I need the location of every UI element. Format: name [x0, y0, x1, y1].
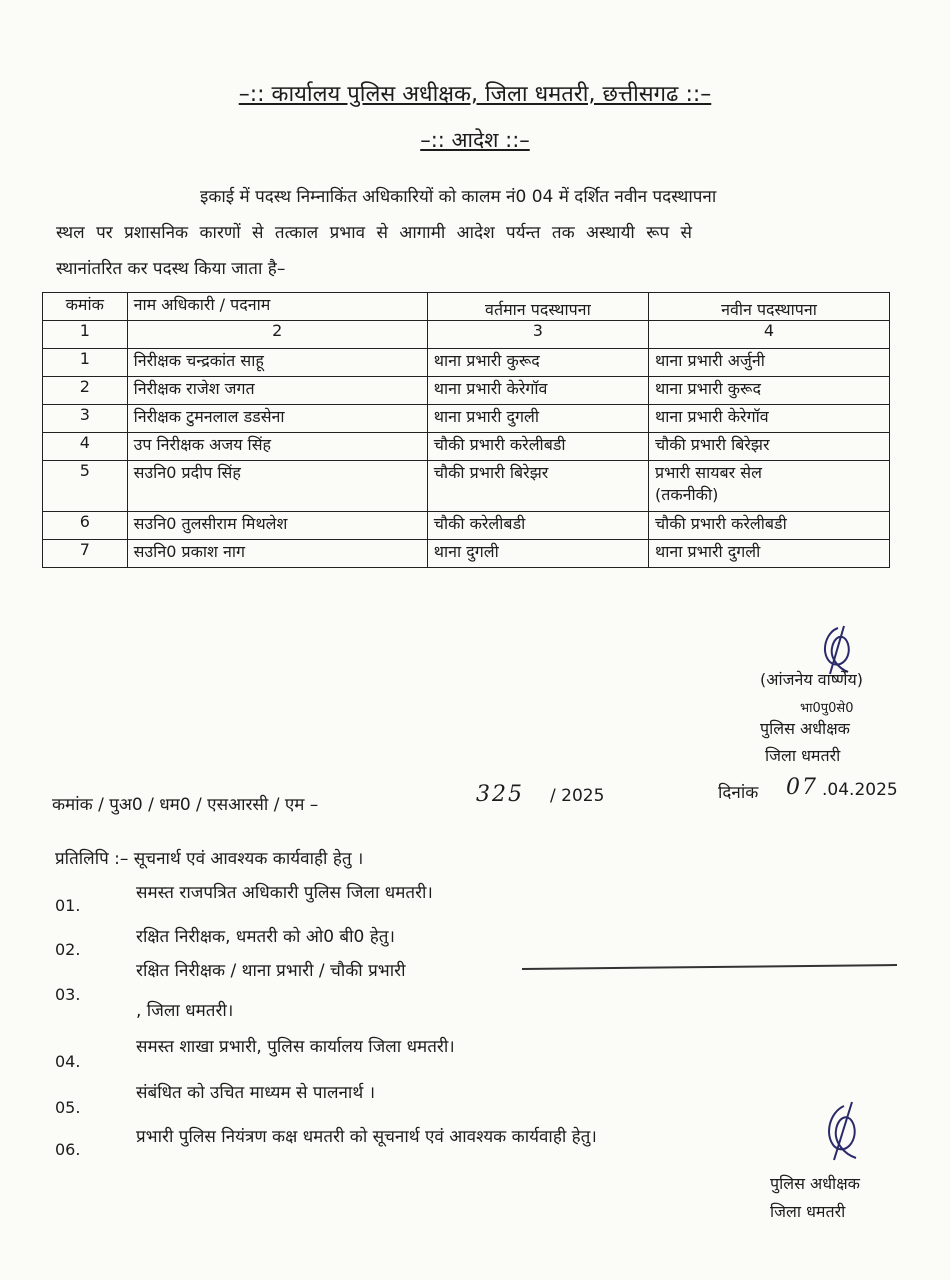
date-label: दिनांक: [718, 783, 759, 803]
copy-item-number: 05.: [55, 1098, 81, 1117]
signatory-district: जिला धमतरी: [765, 746, 841, 765]
header-new-posting: नवीन पदस्थापना: [648, 293, 889, 321]
reference-year: / 2025: [550, 786, 605, 806]
office-title: –:: कार्यालय पुलिस अधीक्षक, जिला धमतरी, छत्तीसगढ ::–: [238, 82, 712, 107]
row-current-posting: थाना प्रभारी कुरूद: [427, 349, 648, 377]
row-new-posting: [648, 461, 889, 512]
row-officer-name: सउनि0 तुलसीराम मिथलेश: [127, 512, 427, 540]
copy-item-number: 03.: [55, 985, 81, 1004]
reference-prefix: कमांक / पुअ0 / धम0 / एसआरसी / एम –: [52, 795, 319, 815]
row-officer-name: उप निरीक्षक अजय सिंह: [127, 433, 427, 461]
copy-item-text: रक्षित निरीक्षक, धमतरी को ओ0 बी0 हेतु।: [136, 927, 395, 947]
copy-item-number: 04.: [55, 1052, 81, 1071]
copy-heading: प्रतिलिपि :– सूचनार्थ एवं आवश्यक कार्यवाही हेतु ।: [55, 849, 364, 869]
row-officer-name: निरीक्षक चन्द्रकांत साहू: [127, 349, 427, 377]
row-serial: 5: [43, 461, 128, 512]
new-posting-line-2: (तकनीकी): [654, 485, 719, 504]
row-new-posting: थाना प्रभारी केरेगॉव: [648, 405, 889, 433]
row-new-posting: चौकी प्रभारी करेलीबडी: [648, 512, 889, 540]
row-serial: 1: [43, 349, 128, 377]
table-row: [43, 512, 890, 540]
row-new-posting: थाना प्रभारी अर्जुनी: [648, 349, 889, 377]
row-new-posting: थाना प्रभारी दुगली: [648, 540, 889, 568]
table-row: [43, 540, 890, 568]
header-serial: कमांक: [43, 293, 128, 321]
row-serial: 4: [43, 433, 128, 461]
transfer-table: [42, 292, 890, 568]
col-number: 1: [43, 321, 128, 349]
copy-item-number: 06.: [55, 1140, 81, 1159]
signature-scribble-icon: [812, 1098, 872, 1164]
row-new-posting: थाना प्रभारी कुरूद: [648, 377, 889, 405]
order-heading: –:: आदेश ::–: [420, 128, 530, 152]
row-new-posting: चौकी प्रभारी बिरेझर: [648, 433, 889, 461]
reference-number: 325: [476, 782, 524, 807]
row-officer-name: निरीक्षक टुमनलाल डडसेना: [127, 405, 427, 433]
signatory-designation: पुलिस अधीक्षक: [760, 719, 850, 738]
row-officer-name: सउनि0 प्रदीप सिंह: [127, 461, 427, 512]
header-current-posting: वर्तमान पदस्थापना: [427, 293, 648, 321]
row-current-posting: चौकी प्रभारी करेलीबडी: [427, 433, 648, 461]
intro-line-2: स्थल पर प्रशासनिक कारणों से तत्काल प्रभाव से आगामी आदेश पर्यन्त तक अस्थायी रूप से: [56, 223, 692, 243]
row-current-posting: चौकी प्रभारी बिरेझर: [427, 461, 648, 512]
copy-item-text: रक्षित निरीक्षक / थाना प्रभारी / चौकी प्रभारी: [136, 961, 406, 981]
copy-item-text: संबंधित को उचित माध्यम से पालनार्थ ।: [136, 1083, 376, 1103]
table-row: [43, 349, 890, 377]
row-current-posting: थाना प्रभारी दुगली: [427, 405, 648, 433]
row-serial: 2: [43, 377, 128, 405]
copy-item-text: समस्त राजपत्रित अधिकारी पुलिस जिला धमतरी।: [136, 883, 433, 903]
copy-item-number: 02.: [55, 940, 81, 959]
row-current-posting: चौकी करेलीबडी: [427, 512, 648, 540]
row-serial: 3: [43, 405, 128, 433]
table-row: [43, 377, 890, 405]
row-officer-name: निरीक्षक राजेश जगत: [127, 377, 427, 405]
intro-line-1: इकाई में पदस्थ निम्नाकिंत अधिकारियों को कालम नं0 04 में दर्शित नवीन पदस्थापना: [200, 187, 717, 207]
row-current-posting: थाना प्रभारी केरेगॉव: [427, 377, 648, 405]
copy-item-number: 01.: [55, 896, 81, 915]
table-header-row: [43, 293, 890, 321]
col-number: 2: [127, 321, 427, 349]
column-number-row: [43, 321, 890, 349]
date-day: 07: [786, 775, 818, 800]
signatory-name: (आंजनेय वार्ष्णेय): [760, 670, 863, 689]
col-number: 4: [648, 321, 889, 349]
new-posting-line-1: प्रभारी सायबर सेल: [654, 463, 762, 482]
row-serial: 7: [43, 540, 128, 568]
row-current-posting: थाना दुगली: [427, 540, 648, 568]
signatory-district-2: जिला धमतरी: [770, 1202, 846, 1221]
table-row: [43, 405, 890, 433]
copy-item-text-continued: , जिला धमतरी।: [136, 1001, 234, 1021]
blank-fill-line: [522, 964, 897, 969]
row-officer-name: सउनि0 प्रकाश नाग: [127, 540, 427, 568]
copy-item-text: प्रभारी पुलिस नियंत्रण कक्ष धमतरी को सूचनार्थ एवं आवश्यक कार्यवाही हेतु।: [136, 1127, 597, 1147]
intro-line-3: स्थानांतरित कर पदस्थ किया जाता है–: [56, 259, 286, 279]
table-row: [43, 461, 890, 512]
signatory-service: भा0पु0से0: [800, 701, 854, 716]
signatory-designation-2: पुलिस अधीक्षक: [770, 1174, 860, 1193]
row-serial: 6: [43, 512, 128, 540]
col-number: 3: [427, 321, 648, 349]
header-name: नाम अधिकारी / पदनाम: [127, 293, 427, 321]
table-row: [43, 433, 890, 461]
date-rest: .04.2025: [822, 780, 898, 800]
copy-item-text: समस्त शाखा प्रभारी, पुलिस कार्यालय जिला धमतरी।: [136, 1037, 455, 1057]
